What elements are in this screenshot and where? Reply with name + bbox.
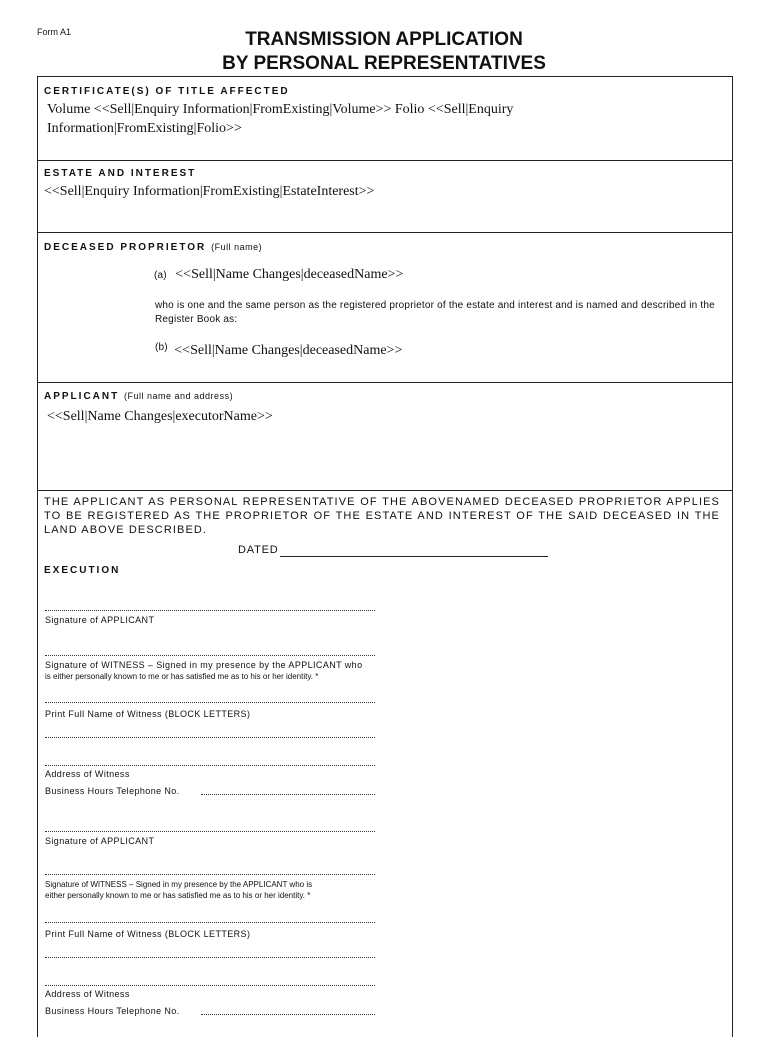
witness-phone-line-2[interactable] xyxy=(201,1014,375,1015)
witness-signature-label-2 xyxy=(45,879,312,901)
witness-name-line-top-2[interactable] xyxy=(45,921,375,923)
application-statement: THE APPLICANT AS PERSONAL REPRESENTATIVE OF THE ABOVENAMED DECEASED PROPRIETOR APPLIES TO BE REGISTERED AS THE PROPRIETOR OF THE ESTATE AND INTEREST OF THE SAID DECEASED IN THE LAND ABOVE DESCRIBED. xyxy=(44,496,720,536)
witness-phone-label-2: Business Hours Telephone No. xyxy=(45,1006,180,1016)
witness-name-line-2[interactable] xyxy=(45,956,375,958)
dated-label: DATED xyxy=(238,544,279,556)
deceased-a xyxy=(154,265,403,284)
deceased-section xyxy=(38,233,732,383)
estate-section xyxy=(38,161,732,233)
witness-signature-label xyxy=(45,660,362,682)
estate-heading: ESTATE AND INTEREST xyxy=(44,168,197,179)
witness-phone-label: Business Hours Telephone No. xyxy=(45,786,180,796)
witness-signature-label-2-line-2: either personally known to me or has satisfied me as to his or her identity. * xyxy=(45,891,311,900)
execution-heading: EXECUTION xyxy=(44,565,121,576)
certificates-section xyxy=(38,77,732,161)
witness-signature-line[interactable] xyxy=(45,654,375,656)
deceased-b xyxy=(155,341,402,360)
applicant-signature-line[interactable] xyxy=(45,609,375,611)
witness-name-line-top[interactable] xyxy=(45,701,375,703)
witness-name-label: Print Full Name of Witness (BLOCK LETTERS) xyxy=(45,709,251,719)
title-line-1: TRANSMISSION APPLICATION xyxy=(245,29,523,50)
witness-name-label-2: Print Full Name of Witness (BLOCK LETTERS) xyxy=(45,929,251,939)
witness-address-label-2: Address of Witness xyxy=(45,989,130,999)
execution-section xyxy=(38,491,732,1041)
witness-address-line[interactable] xyxy=(45,764,375,766)
witness-address-line-2[interactable] xyxy=(45,984,375,986)
dated-row xyxy=(238,544,278,556)
deceased-heading-note: (Full name) xyxy=(211,242,263,252)
applicant-value: <<Sell|Name Changes|executorName>> xyxy=(47,409,273,424)
witness-signature-line-2[interactable] xyxy=(45,873,375,875)
witness-signature-label-line-2: is either personally known to me or has satisfied me as to his or her identity. * xyxy=(45,672,319,681)
applicant-signature-label-2: Signature of APPLICANT xyxy=(45,836,155,846)
applicant-section xyxy=(38,383,732,491)
certificates-value-line-1: Volume <<Sell|Enquiry Information|FromExisting|Volume>> Folio <<Sell|Enquiry xyxy=(47,102,514,117)
page-title xyxy=(0,28,768,76)
applicant-heading xyxy=(44,391,233,402)
dated-field[interactable] xyxy=(280,556,548,557)
deceased-a-value: <<Sell|Name Changes|deceasedName>> xyxy=(175,267,404,282)
certificates-value-line-2: Information|FromExisting|Folio>> xyxy=(47,121,242,136)
applicant-heading-label: APPLICANT xyxy=(44,391,120,402)
deceased-statement: who is one and the same person as the registered proprietor of the estate and interest and is named and described in the Register Book as: xyxy=(155,300,715,325)
witness-address-label: Address of Witness xyxy=(45,769,130,779)
deceased-b-label: (b) xyxy=(155,342,168,353)
estate-value: <<Sell|Enquiry Information|FromExisting|EstateInterest>> xyxy=(44,184,375,199)
form-frame xyxy=(37,76,733,1037)
title-line-2: BY PERSONAL REPRESENTATIVES xyxy=(222,53,546,74)
applicant-heading-note: (Full name and address) xyxy=(124,391,234,401)
form-id: Form A1 xyxy=(37,27,72,37)
applicant-signature-line-2[interactable] xyxy=(45,830,375,832)
witness-phone-line[interactable] xyxy=(201,794,375,795)
deceased-b-value: <<Sell|Name Changes|deceasedName>> xyxy=(174,343,403,358)
witness-signature-label-line-1: Signature of WITNESS – Signed in my presence by the APPLICANT who xyxy=(45,660,363,670)
deceased-a-label: (a) xyxy=(154,270,167,281)
witness-signature-label-2-line-1: Signature of WITNESS – Signed in my presence by the APPLICANT who is xyxy=(45,880,313,889)
certificates-heading: CERTIFICATE(S) OF TITLE AFFECTED xyxy=(44,86,290,97)
witness-name-line[interactable] xyxy=(45,736,375,738)
applicant-signature-label: Signature of APPLICANT xyxy=(45,615,155,625)
deceased-heading-label: DECEASED PROPRIETOR xyxy=(44,242,207,253)
deceased-heading xyxy=(44,242,262,253)
